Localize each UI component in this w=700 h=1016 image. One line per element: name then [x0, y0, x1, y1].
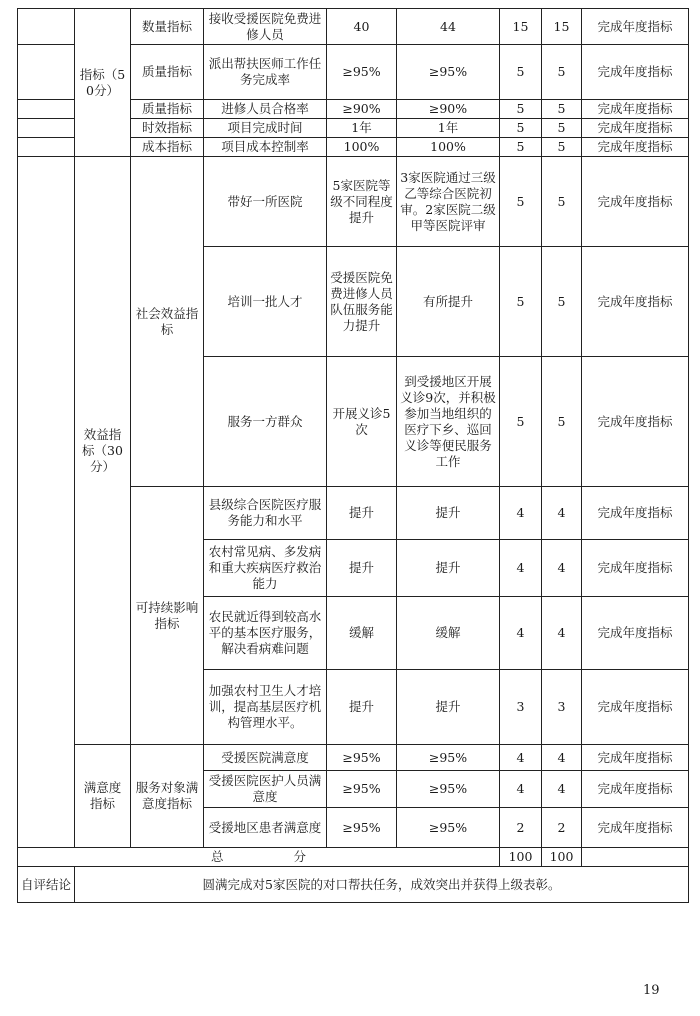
score-cell: 4: [542, 597, 582, 670]
item-cell: 受援地区患者满意度: [204, 808, 327, 848]
target-cell: ≥95%: [327, 45, 397, 100]
item-cell: 项目完成时间: [204, 119, 327, 138]
item-cell: 项目成本控制率: [204, 138, 327, 157]
table-row: [18, 745, 689, 771]
weight-cell: 2: [500, 808, 542, 848]
weight-cell: 5: [500, 357, 542, 487]
weight-cell: 5: [500, 247, 542, 357]
item-cell: 受援医院满意度: [204, 745, 327, 771]
note-cell: 完成年度指标: [582, 540, 689, 597]
score-cell: 5: [542, 157, 582, 247]
actual-cell: 3家医院通过三级乙等综合医院初审。2家医院二级甲等医院评审: [397, 157, 500, 247]
note-cell: 完成年度指标: [582, 487, 689, 540]
score-cell: 15: [542, 9, 582, 45]
blank-cell: [18, 119, 75, 138]
conclusion-row: [18, 867, 689, 903]
conclusion-text: 圆满完成对5家医院的对口帮扶任务，成效突出并获得上级表彰。: [75, 867, 689, 903]
score-cell: 4: [542, 487, 582, 540]
blank-cell: [18, 138, 75, 157]
blank-cell: [18, 45, 75, 100]
actual-cell: 缓解: [397, 597, 500, 670]
item-cell: 县级综合医院医疗服务能力和水平: [204, 487, 327, 540]
group-cell: 满意度指标: [75, 745, 131, 848]
target-cell: ≥95%: [327, 745, 397, 771]
weight-cell: 4: [500, 597, 542, 670]
sub-indicator-cell: 时效指标: [131, 119, 204, 138]
score-cell: 5: [542, 247, 582, 357]
sub-indicator-cell: 质量指标: [131, 45, 204, 100]
note-cell: 完成年度指标: [582, 808, 689, 848]
weight-cell: 4: [500, 771, 542, 808]
note-cell: 完成年度指标: [582, 745, 689, 771]
sub-indicator-cell: 可持续影响指标: [131, 487, 204, 745]
actual-cell: 到受援地区开展义诊9次，并积极参加当地组织的医疗下乡、巡回义诊等便民服务工作: [397, 357, 500, 487]
target-cell: ≥95%: [327, 808, 397, 848]
total-label-2: 分: [293, 849, 307, 864]
actual-cell: ≥95%: [397, 771, 500, 808]
item-cell: 加强农村卫生人才培训，提高基层医疗机构管理水平。: [204, 670, 327, 745]
total-label-1: 总: [210, 849, 224, 864]
score-cell: 5: [542, 138, 582, 157]
score-cell: 4: [542, 771, 582, 808]
actual-cell: 100%: [397, 138, 500, 157]
target-cell: ≥90%: [327, 100, 397, 119]
performance-table: [17, 8, 689, 903]
total-row: [18, 848, 689, 867]
item-cell: 派出帮扶医师工作任务完成率: [204, 45, 327, 100]
actual-cell: 1年: [397, 119, 500, 138]
note-cell: 完成年度指标: [582, 157, 689, 247]
target-cell: 100%: [327, 138, 397, 157]
item-cell: 农村常见病、多发病和重大疾病医疗救治能力: [204, 540, 327, 597]
item-cell: 农民就近得到较高水平的基本医疗服务，解决看病难问题: [204, 597, 327, 670]
group-cell: 效益指标（30分）: [75, 157, 131, 745]
table-row: [18, 9, 689, 45]
blank-cell: [18, 157, 75, 848]
target-cell: 提升: [327, 487, 397, 540]
conclusion-label: 自评结论: [18, 867, 75, 903]
item-cell: 带好一所医院: [204, 157, 327, 247]
item-cell: 接收受援医院免费进修人员: [204, 9, 327, 45]
note-cell: 完成年度指标: [582, 100, 689, 119]
total-label: [18, 848, 500, 867]
note-cell: 完成年度指标: [582, 771, 689, 808]
sub-indicator-cell: 社会效益指标: [131, 157, 204, 487]
table-row: [18, 157, 689, 247]
weight-cell: 5: [500, 138, 542, 157]
note-cell: 完成年度指标: [582, 138, 689, 157]
target-cell: ≥95%: [327, 771, 397, 808]
note-cell: 完成年度指标: [582, 597, 689, 670]
weight-cell: 4: [500, 540, 542, 597]
note-cell: 完成年度指标: [582, 670, 689, 745]
weight-cell: 5: [500, 45, 542, 100]
weight-cell: 5: [500, 157, 542, 247]
score-cell: 5: [542, 45, 582, 100]
score-cell: 4: [542, 745, 582, 771]
total-weight: 100: [500, 848, 542, 867]
score-cell: 3: [542, 670, 582, 745]
actual-cell: ≥95%: [397, 808, 500, 848]
total-score: 100: [542, 848, 582, 867]
weight-cell: 15: [500, 9, 542, 45]
target-cell: 提升: [327, 670, 397, 745]
note-cell: 完成年度指标: [582, 9, 689, 45]
sub-indicator-cell: 成本指标: [131, 138, 204, 157]
sub-indicator-cell: 服务对象满意度指标: [131, 745, 204, 848]
group-cell: 指标（50分）: [75, 9, 131, 157]
blank-cell: [18, 9, 75, 45]
note-cell: 完成年度指标: [582, 357, 689, 487]
item-cell: 受援医院医护人员满意度: [204, 771, 327, 808]
blank-cell: [18, 100, 75, 119]
blank-cell: [582, 848, 689, 867]
score-cell: 5: [542, 357, 582, 487]
target-cell: 5家医院等级不同程度提升: [327, 157, 397, 247]
actual-cell: ≥95%: [397, 45, 500, 100]
target-cell: 缓解: [327, 597, 397, 670]
score-cell: 2: [542, 808, 582, 848]
actual-cell: 有所提升: [397, 247, 500, 357]
actual-cell: 提升: [397, 487, 500, 540]
weight-cell: 3: [500, 670, 542, 745]
page-number: 19: [643, 983, 660, 998]
score-cell: 4: [542, 540, 582, 597]
item-cell: 服务一方群众: [204, 357, 327, 487]
target-cell: 40: [327, 9, 397, 45]
actual-cell: ≥90%: [397, 100, 500, 119]
note-cell: 完成年度指标: [582, 247, 689, 357]
weight-cell: 4: [500, 487, 542, 540]
actual-cell: 提升: [397, 670, 500, 745]
target-cell: 受援医院免费进修人员队伍服务能力提升: [327, 247, 397, 357]
item-cell: 培训一批人才: [204, 247, 327, 357]
actual-cell: 提升: [397, 540, 500, 597]
target-cell: 提升: [327, 540, 397, 597]
note-cell: 完成年度指标: [582, 45, 689, 100]
weight-cell: 4: [500, 745, 542, 771]
item-cell: 进修人员合格率: [204, 100, 327, 119]
sub-indicator-cell: 质量指标: [131, 100, 204, 119]
score-cell: 5: [542, 119, 582, 138]
target-cell: 1年: [327, 119, 397, 138]
target-cell: 开展义诊5次: [327, 357, 397, 487]
score-cell: 5: [542, 100, 582, 119]
weight-cell: 5: [500, 119, 542, 138]
sub-indicator-cell: 数量指标: [131, 9, 204, 45]
actual-cell: 44: [397, 9, 500, 45]
actual-cell: ≥95%: [397, 745, 500, 771]
note-cell: 完成年度指标: [582, 119, 689, 138]
weight-cell: 5: [500, 100, 542, 119]
